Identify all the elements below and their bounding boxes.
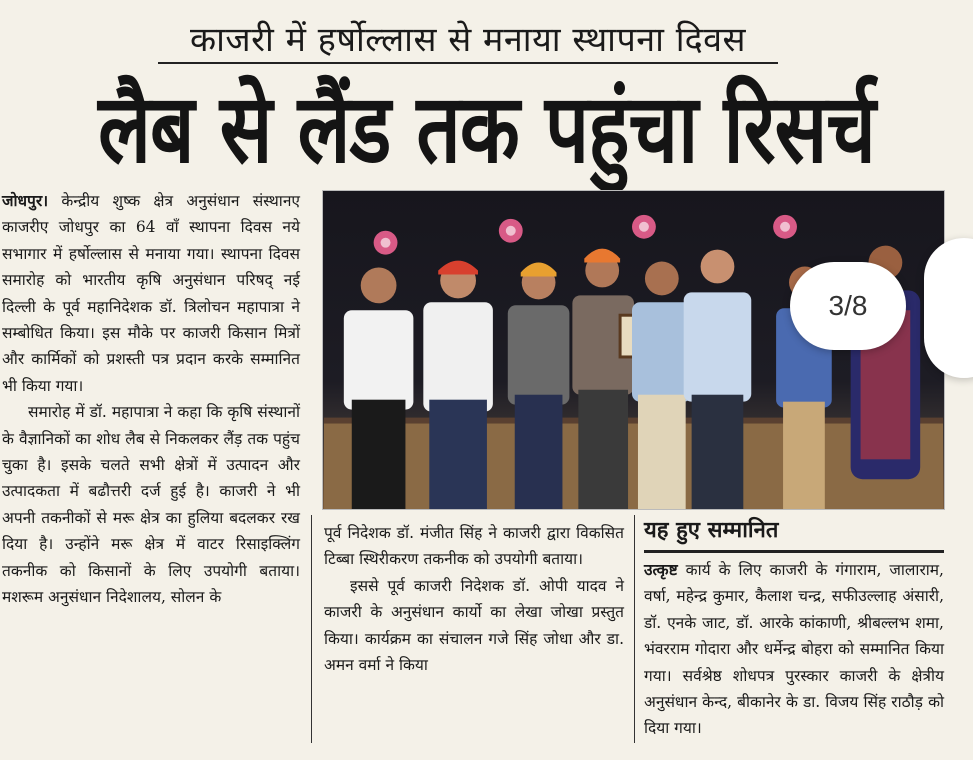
flower-decorations	[374, 215, 797, 255]
page-indicator[interactable]: 3/8	[790, 262, 906, 350]
paragraph-1-text: केन्द्रीय शुष्क क्षेत्र अनुसंधान संस्थानए काजरीए जोधपुर का 64 वाँ स्थापना दिवस नये सभागार में हर्षोल्लास से मनाया गया। स्थापना दिवस समारोह को भारतीय कृषि अनुसंधान परिषद् नई दिल्ली के पूर्व महानिदेशक डॉ. त्रिलोचन महापात्रा ने सम्बोधित किया। इस मौके पर काजरी किसान मित्रों और कार्मिकों को प्रशस्ती पत्र प्रदान करके सम्मानित भी किया गया।	[2, 192, 300, 395]
article-paragraph-1	[2, 188, 300, 399]
event-photo-illustration	[323, 191, 944, 509]
event-photo[interactable]	[322, 190, 945, 510]
honors-lead: उत्कृष्ट	[644, 560, 678, 579]
article-column-1	[2, 188, 300, 611]
kicker-headline: काजरी में हर्षोल्लास से मनाया स्थापना दिवस	[158, 14, 778, 64]
honors-title: यह हुए सम्मानित	[644, 514, 944, 553]
dateline: जोधपुर।	[2, 191, 49, 210]
honors-text: कार्य के लिए काजरी के गंगाराम, जालाराम, वर्षा, महेन्द्र कुमार, कैलाश चन्द्र, सफीउल्लाह अंसारी, डॉ. एनके जाट, डॉ. आरके कांकाणी, श्रीबल्लभ शमा, भंवरराम गोदारा और धर्मेन्द्र बोहरा को सम्मानित किया गया। सर्वश्रेष्ठ शोधपत्र पुरस्कार काजरी के क्षेत्रीय अनुसंधान केन्द, बीकानेर के डा. विजय सिंह राठौड़ को दिया गया।	[644, 561, 944, 738]
article-paragraph-2: समारोह में डॉ. महापात्रा ने कहा कि कृषि संस्थानों के वैज्ञानिकों का शोध लैब से निकलकर लैंड़ तक पहुंच चुका है। इसके चलते सभी क्षेत्रों में उत्पादन और उत्पादकता में बढौत्तरी दर्ज हुई है। काजरी ने भी अपनी तकनीकों से मरू क्षेत्र का हुलिया बदलकर रख दिया है। उन्होंने मरू क्षेत्र में वाटर रिसाइक्लिंग तकनीक को किसानों के लिए उपयोगी बताया। मशरूम अनुसंधान निदेशालय, सोलन के	[2, 403, 300, 607]
column-divider	[311, 515, 312, 743]
article-paragraph-3: पूर्व निदेशक डॉ. मंजीत सिंह ने काजरी द्वारा विकसित टिब्बा स्थिरीकरण तकनीक को उपयोगी बताया।	[324, 524, 624, 569]
article-column-2	[324, 520, 624, 678]
article-paragraph-4: इससे पूर्व काजरी निदेशक डॉ. ओपी यादव ने काजरी के अनुसंधान कार्यो का लेखा जोखा प्रस्तुत किया। कार्यक्रम का संचालन गजे सिंह जोधा और डा. अमन वर्मा ने किया	[324, 576, 624, 675]
next-image-button[interactable]	[924, 238, 973, 378]
honors-body	[644, 557, 944, 742]
honors-box	[644, 514, 944, 742]
column-divider-2	[634, 515, 635, 743]
main-headline: लैब से लैंड तक पहुंचा रिसर्च	[98, 74, 875, 185]
